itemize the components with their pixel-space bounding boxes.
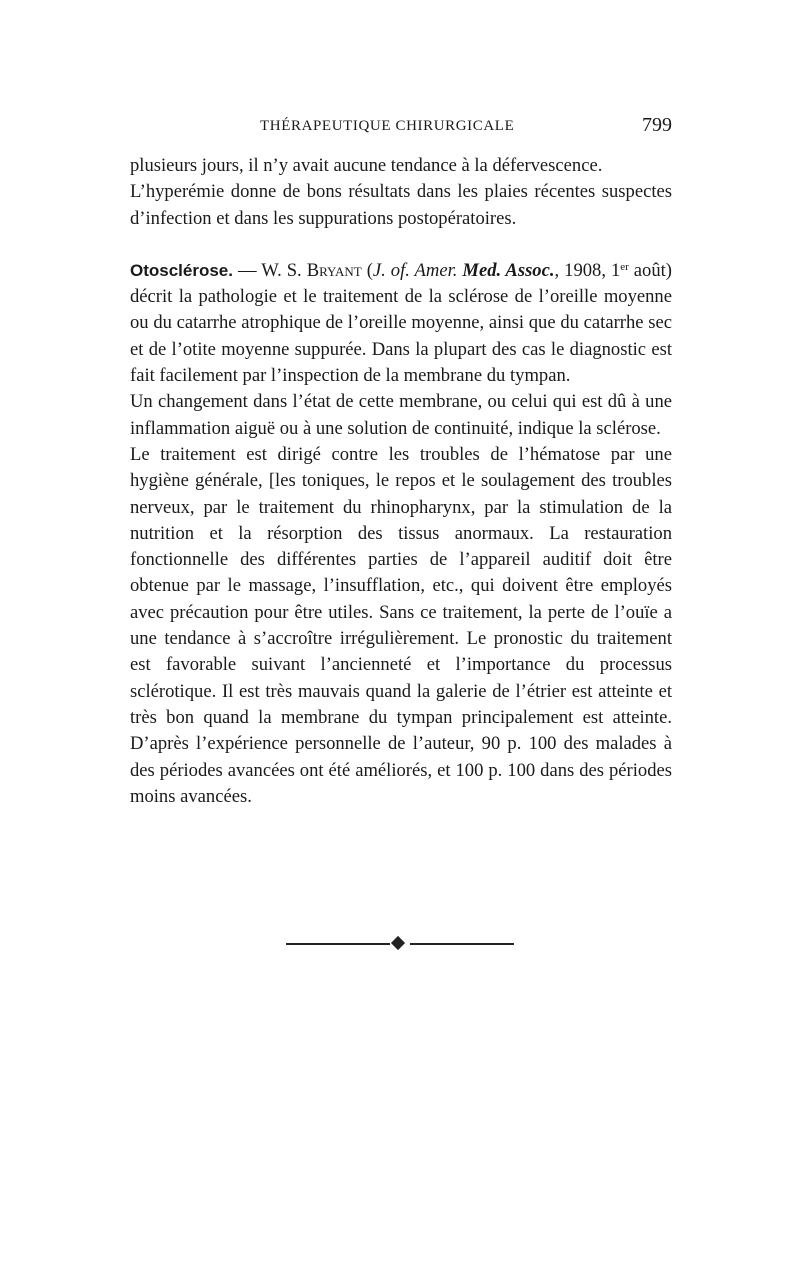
otosclerosis-text: août) décrit la pathologie et le traitement de la sclérose de l’oreille moyenne ou du catarrhe atrophique de l’oreille moyenne, ainsi que du catarrhe sec et de l’otite moyenne suppurée. Dans la plupart des cas le diagnostic est fait facilement par l’inspection de la membrane du tympan. bbox=[130, 259, 673, 387]
paragraph-membrane-change: Un changement dans l’état de cette membrane, ou celui qui est dû à une inflammation aiguë ou à une solution de continuité, indique la sclérose. bbox=[130, 391, 672, 439]
citation-open-paren: ( bbox=[361, 259, 373, 281]
end-ornament bbox=[286, 936, 514, 952]
paragraph-treatment: Le traitement est dirigé contre les troubles de l’hématose par une hygiène générale, [les toniques, le repos et le soulagement des troubles nerveux, par le traitement du rhinopharynx, par la stimulation de la nutrition et la résorption des tissus anormaux. La restauration fonctionnelle des différentes parties de l’appareil auditif doit être obtenue par le massage, l’insufflation, etc., qui doivent être employés avec précaution pour être utiles. Sans ce traitement, la perte de l’ouïe a une tendance à s’accroître irrégulièrement. Le pronostic du traitement est favorable suivant l’ancienneté et l’importance du processus sclérotique. Il est très mauvais quand la galerie de l’étrier est atteinte et très bon quand la membrane du tympan principalement est atteinte. D’après l’expérience personnelle de l’auteur, 90 p. 100 des malades à des périodes avancées ont été améliorés, et 100 p. 100 dans des périodes moins avancées. bbox=[130, 443, 672, 807]
citation-author: Bryant bbox=[306, 259, 362, 281]
citation-journal-part1: J. of. Amer. bbox=[372, 259, 458, 281]
ornament-rule-right bbox=[410, 943, 514, 945]
citation-date-superscript: er bbox=[620, 260, 629, 273]
ornament-rule-left bbox=[286, 943, 390, 945]
paragraph-hyperemia: L’hyperémie donne de bons résultats dans les plaies récentes suspectes d’infection et dans les suppurations postopératoires. bbox=[130, 181, 672, 229]
page-number: 799 bbox=[642, 114, 672, 136]
citation-journal-part2: Med. Assoc. bbox=[462, 259, 555, 281]
running-head bbox=[130, 116, 672, 140]
paragraph-continuation: plusieurs jours, il n’y avait aucune tendance à la défervescence. bbox=[130, 155, 603, 176]
body-text bbox=[130, 153, 672, 810]
diamond-ornament-icon bbox=[391, 936, 405, 950]
section-lead-otosclerose: Otosclérose. bbox=[130, 260, 233, 280]
running-title: THÉRAPEUTIQUE CHIRURGICALE bbox=[260, 118, 515, 134]
citation-date-prefix: , 1908, 1 bbox=[554, 259, 621, 281]
paragraph-otosclerosis bbox=[130, 258, 672, 389]
citation-dash: — W. S. bbox=[233, 259, 307, 281]
